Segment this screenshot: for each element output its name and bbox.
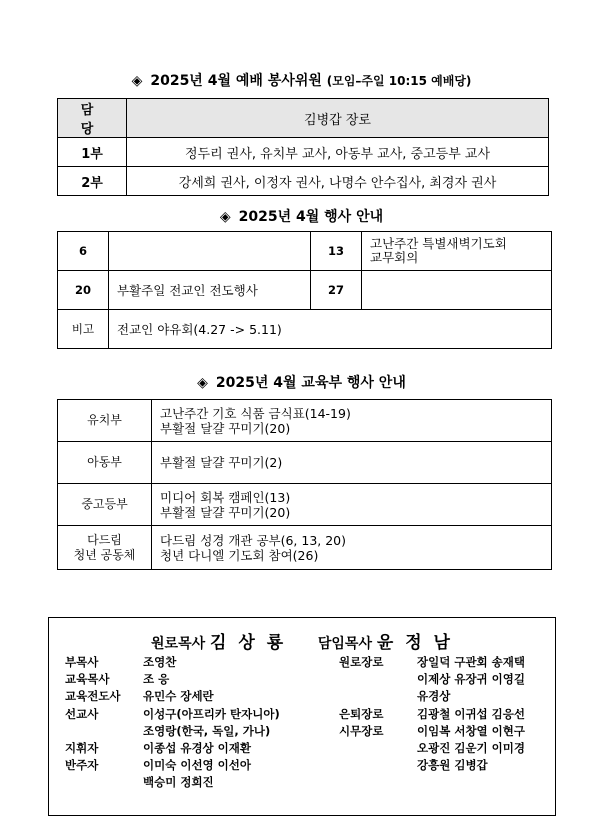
staff-names: 백승미 정희진 (143, 775, 214, 790)
events-row-notes (58, 310, 552, 349)
staff-row (65, 671, 169, 687)
edu-line: 고난주간 기호 식품 금식표(14-19) (160, 405, 351, 421)
staff-names: 유민수 장세란 (143, 689, 214, 704)
staff-row (339, 654, 525, 670)
staff-role: 시무장로 (339, 723, 384, 738)
staff-names: 조 응 (143, 672, 170, 687)
senior-pastor-name: 김 상 룡 (210, 633, 287, 653)
edu-dept (58, 526, 152, 570)
edu-dept: 유치부 (58, 400, 152, 442)
service-row-value: 정두리 권사, 유치부 교사, 아동부 교사, 중고등부 교사 (127, 138, 549, 167)
lead-pastor-title: 담임목사 (317, 636, 372, 652)
edu-dept: 중고등부 (58, 484, 152, 526)
notes-value: 전교인 야유회(4.27 -> 5.11) (109, 310, 552, 349)
staff-row (65, 774, 214, 790)
staff-row (65, 757, 251, 773)
edu-events (152, 484, 552, 526)
section3-title (0, 372, 603, 392)
section2-title-text: 2025년 4월 행사 안내 (238, 209, 384, 225)
staff-row (339, 757, 488, 773)
staff-row (339, 671, 525, 687)
staff-role: 은퇴장로 (339, 706, 384, 721)
diamond-bullet-icon: ◈ (219, 209, 231, 225)
staff-names: 강흥원 김병갑 (417, 758, 488, 773)
staff-names: 이성구(아프리카 탄자니아) (143, 706, 280, 721)
staff-names: 이미숙 이선영 이선아 (143, 758, 251, 773)
service-row-label: 2부 (58, 167, 127, 196)
edu-events (152, 526, 552, 570)
staff-names: 이임복 서창열 이현구 (417, 723, 525, 738)
staff-row (339, 688, 450, 704)
event-line: 고난주간 특별새벽기도회 (370, 236, 507, 251)
staff-box (48, 617, 556, 816)
senior-pastor-title: 원로목사 (151, 636, 206, 652)
edu-row-children (58, 442, 552, 484)
staff-row (65, 723, 270, 739)
staff-row (65, 688, 214, 704)
edu-events (152, 400, 552, 442)
notes-label: 비고 (58, 310, 109, 349)
events-table (57, 231, 552, 349)
edu-line: 미디어 회복 캠페인(13) (160, 489, 291, 505)
staff-role: 지휘자 (65, 741, 99, 755)
edu-dept-line: 다드림 (87, 532, 122, 547)
staff-role: 교육전도사 (65, 689, 121, 704)
staff-header (49, 628, 555, 653)
service-head-value: 김병갑 장로 (127, 99, 549, 138)
staff-names: 장일덕 구관회 송재택 (417, 655, 525, 669)
event-date: 6 (58, 232, 109, 271)
event-text (109, 232, 311, 271)
service-row-value: 강세희 권사, 이정자 권사, 나명수 안수집사, 최경자 권사 (127, 167, 549, 196)
staff-row (339, 706, 525, 722)
staff-row (65, 654, 176, 670)
edu-events (152, 442, 552, 484)
edu-line: 부활절 달걀 꾸미기(20) (160, 420, 291, 436)
edu-line: 부활절 달걀 꾸미기(2) (160, 455, 283, 470)
staff-names: 오광진 김운기 이미경 (417, 741, 525, 755)
events-row-2 (58, 271, 552, 310)
staff-names: 이종섭 유경상 이재환 (143, 741, 251, 755)
event-text (362, 232, 552, 271)
service-head-label: 담 당 (58, 99, 127, 138)
service-row-label: 1부 (58, 138, 127, 167)
edu-dept: 아동부 (58, 442, 152, 484)
staff-names: 이제상 유장귀 이영길 (417, 672, 525, 687)
staff-names: 김광철 이귀섭 김응선 (417, 706, 525, 721)
event-text: 부활주일 전교인 전도행사 (109, 271, 311, 310)
event-date: 27 (311, 271, 362, 310)
events-row-1 (58, 232, 552, 271)
event-date: 13 (311, 232, 362, 271)
edu-dept-line: 청년 공동체 (73, 547, 136, 562)
event-line: 교무회의 (370, 250, 419, 265)
staff-row (65, 740, 251, 756)
diamond-bullet-icon: ◈ (197, 375, 208, 391)
lead-pastor-name: 윤 정 남 (376, 633, 453, 653)
staff-role: 부목사 (65, 655, 99, 669)
diamond-bullet-icon: ◈ (131, 73, 143, 89)
staff-row (65, 706, 280, 722)
edu-row-youth (58, 484, 552, 526)
staff-row (339, 740, 525, 756)
section1-title-text: 2025년 4월 예배 봉사위원 (150, 73, 322, 89)
edu-row-kinder (58, 400, 552, 442)
section1-note: (모임–주일 10:15 예배당) (326, 74, 472, 88)
staff-names: 조영찬 (143, 655, 177, 669)
event-text (362, 271, 552, 310)
staff-names: 유경상 (417, 689, 451, 704)
section2-title (0, 206, 603, 226)
service-table (57, 98, 549, 196)
section3-title-text: 2025년 4월 교육부 행사 안내 (215, 375, 406, 391)
edu-row-young-adults (58, 526, 552, 570)
service-row-2 (58, 167, 549, 196)
staff-role: 선교사 (65, 706, 99, 721)
staff-names: 조영랑(한국, 독일, 가나) (143, 723, 271, 738)
edu-line: 부활절 달걀 꾸미기(20) (160, 504, 291, 520)
staff-role: 원로장로 (339, 655, 384, 669)
edu-line: 청년 다니엘 기도회 참여(26) (160, 547, 319, 563)
event-date: 20 (58, 271, 109, 310)
service-table-head (58, 99, 549, 138)
staff-role: 교육목사 (65, 672, 110, 687)
service-row-1 (58, 138, 549, 167)
staff-row (339, 723, 525, 739)
education-table (57, 399, 552, 570)
edu-line: 다드림 성경 개관 공부(6, 13, 20) (160, 532, 347, 548)
staff-role: 반주자 (65, 758, 99, 773)
section1-title (0, 70, 603, 90)
